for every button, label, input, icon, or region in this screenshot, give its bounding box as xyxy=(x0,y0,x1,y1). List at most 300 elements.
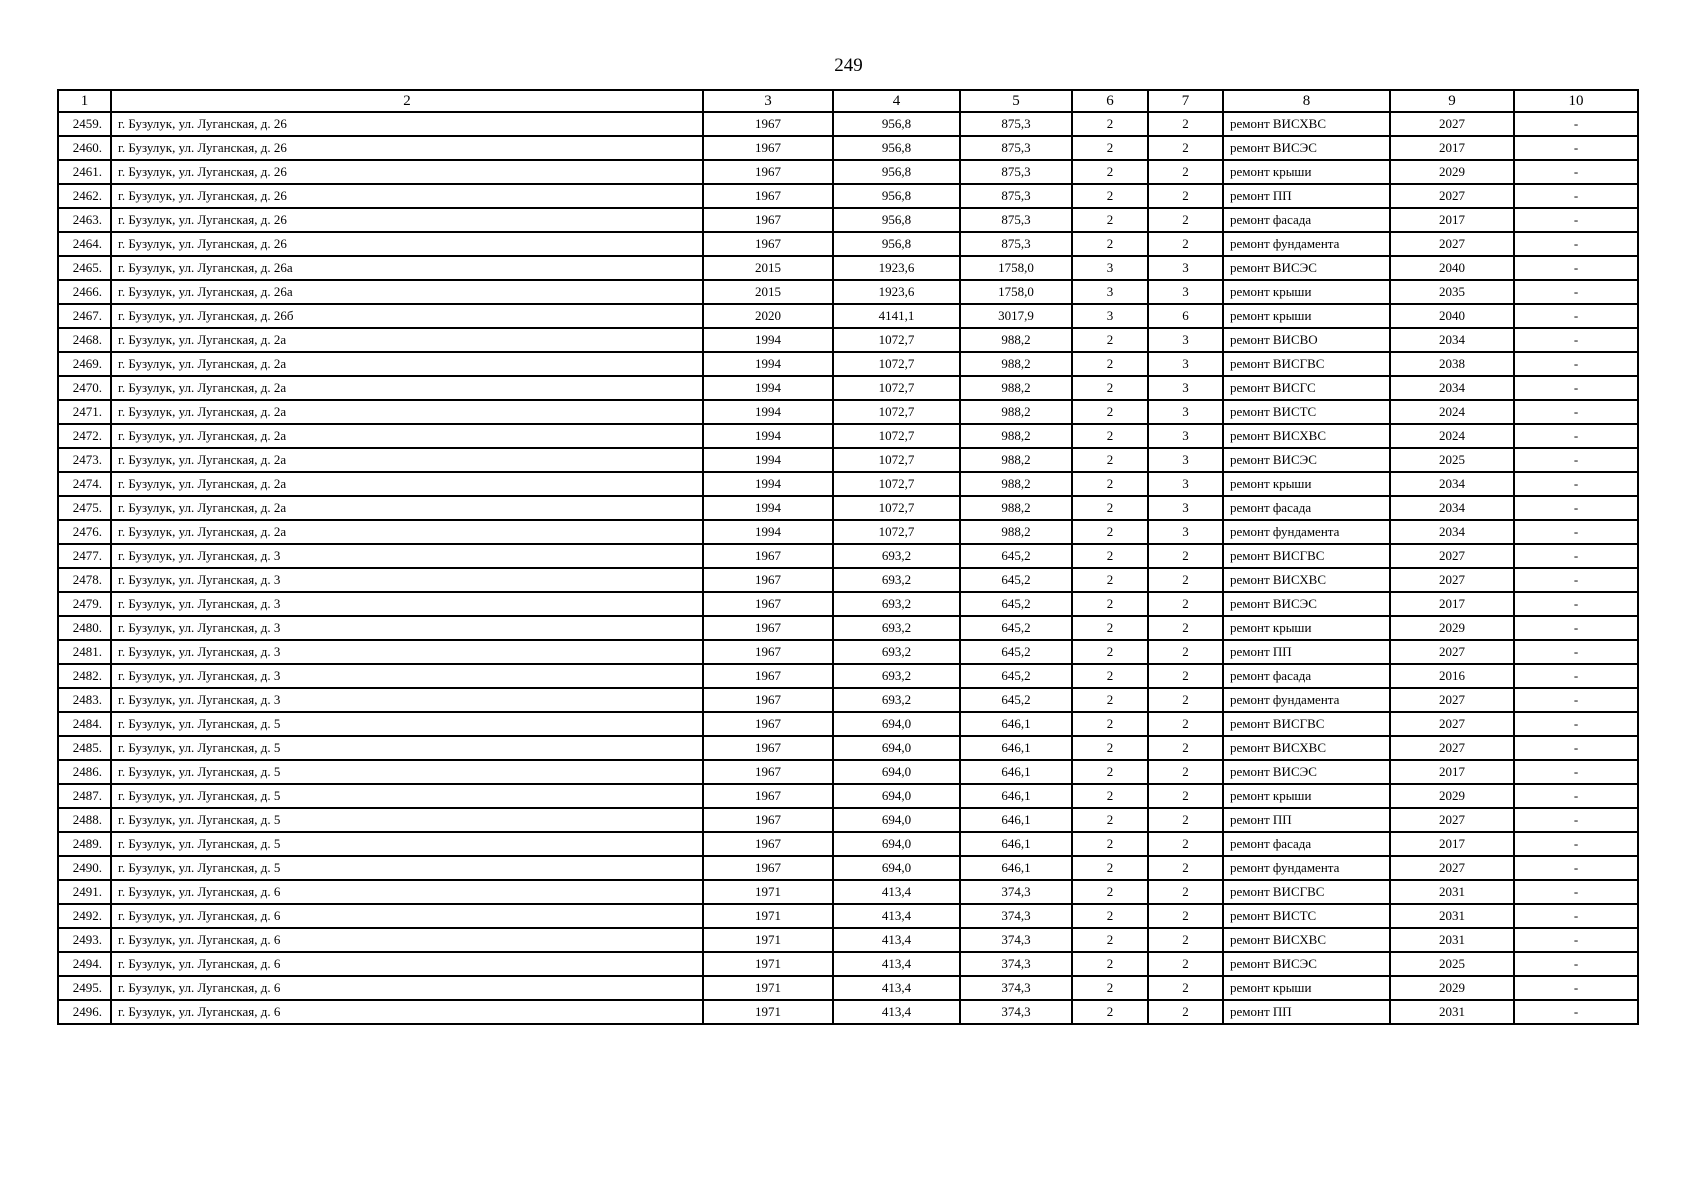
cell-plan-year: 2034 xyxy=(1390,328,1514,352)
cell-plan-year: 2031 xyxy=(1390,1000,1514,1024)
cell-address: г. Бузулук, ул. Луганская, д. 26 xyxy=(111,208,703,232)
cell-living-area: 988,2 xyxy=(960,520,1072,544)
cell-total-area: 956,8 xyxy=(833,232,960,256)
cell-build-year: 1994 xyxy=(703,472,833,496)
cell-build-year: 2020 xyxy=(703,304,833,328)
cell-floors: 2 xyxy=(1072,328,1148,352)
repair-schedule-table xyxy=(57,89,1639,1025)
cell-total-area: 413,4 xyxy=(833,880,960,904)
cell-floors: 2 xyxy=(1072,472,1148,496)
cell-floors: 2 xyxy=(1072,208,1148,232)
cell-build-year: 1994 xyxy=(703,448,833,472)
cell-living-area: 646,1 xyxy=(960,832,1072,856)
cell-address: г. Бузулук, ул. Луганская, д. 6 xyxy=(111,952,703,976)
cell-entrances: 3 xyxy=(1148,352,1223,376)
table-row xyxy=(58,688,1638,712)
cell-note: - xyxy=(1514,760,1638,784)
column-header-build-year: 3 xyxy=(703,90,833,112)
cell-entrances: 3 xyxy=(1148,256,1223,280)
cell-note: - xyxy=(1514,568,1638,592)
cell-note: - xyxy=(1514,208,1638,232)
table-row xyxy=(58,880,1638,904)
cell-living-area: 646,1 xyxy=(960,712,1072,736)
cell-work-type: ремонт крыши xyxy=(1223,472,1390,496)
cell-floors: 2 xyxy=(1072,976,1148,1000)
cell-plan-year: 2029 xyxy=(1390,976,1514,1000)
cell-build-year: 1967 xyxy=(703,736,833,760)
table-row xyxy=(58,280,1638,304)
cell-work-type: ремонт ВИСХВС xyxy=(1223,112,1390,136)
cell-plan-year: 2029 xyxy=(1390,616,1514,640)
cell-living-area: 875,3 xyxy=(960,232,1072,256)
cell-living-area: 645,2 xyxy=(960,568,1072,592)
table-row xyxy=(58,256,1638,280)
cell-build-year: 1967 xyxy=(703,832,833,856)
cell-entrances: 2 xyxy=(1148,1000,1223,1024)
cell-work-type: ремонт крыши xyxy=(1223,304,1390,328)
cell-total-area: 1923,6 xyxy=(833,256,960,280)
repair-schedule-table-wrap xyxy=(57,89,1637,1025)
cell-address: г. Бузулук, ул. Луганская, д. 26а xyxy=(111,256,703,280)
cell-living-area: 646,1 xyxy=(960,736,1072,760)
cell-floors: 2 xyxy=(1072,184,1148,208)
cell-total-area: 1072,7 xyxy=(833,376,960,400)
cell-note: - xyxy=(1514,688,1638,712)
cell-build-year: 1967 xyxy=(703,592,833,616)
cell-work-type: ремонт ПП xyxy=(1223,640,1390,664)
cell-living-area: 645,2 xyxy=(960,592,1072,616)
cell-build-year: 1971 xyxy=(703,1000,833,1024)
cell-note: - xyxy=(1514,184,1638,208)
cell-plan-year: 2027 xyxy=(1390,688,1514,712)
cell-build-year: 1967 xyxy=(703,808,833,832)
cell-work-type: ремонт ВИСГВС xyxy=(1223,712,1390,736)
cell-note: - xyxy=(1514,904,1638,928)
cell-plan-year: 2027 xyxy=(1390,568,1514,592)
cell-address: г. Бузулук, ул. Луганская, д. 6 xyxy=(111,976,703,1000)
cell-row-number: 2473. xyxy=(58,448,111,472)
cell-entrances: 3 xyxy=(1148,280,1223,304)
cell-work-type: ремонт ВИСГС xyxy=(1223,376,1390,400)
cell-plan-year: 2040 xyxy=(1390,304,1514,328)
cell-floors: 2 xyxy=(1072,424,1148,448)
cell-floors: 2 xyxy=(1072,688,1148,712)
cell-total-area: 694,0 xyxy=(833,736,960,760)
column-header-row-number: 1 xyxy=(58,90,111,112)
cell-note: - xyxy=(1514,616,1638,640)
cell-total-area: 693,2 xyxy=(833,568,960,592)
cell-work-type: ремонт фасада xyxy=(1223,832,1390,856)
cell-plan-year: 2025 xyxy=(1390,952,1514,976)
cell-living-area: 875,3 xyxy=(960,160,1072,184)
cell-address: г. Бузулук, ул. Луганская, д. 5 xyxy=(111,784,703,808)
table-row xyxy=(58,760,1638,784)
cell-total-area: 694,0 xyxy=(833,712,960,736)
cell-living-area: 988,2 xyxy=(960,376,1072,400)
cell-entrances: 2 xyxy=(1148,664,1223,688)
cell-address: г. Бузулук, ул. Луганская, д. 2а xyxy=(111,328,703,352)
cell-total-area: 693,2 xyxy=(833,616,960,640)
cell-floors: 2 xyxy=(1072,616,1148,640)
cell-total-area: 694,0 xyxy=(833,832,960,856)
cell-note: - xyxy=(1514,880,1638,904)
table-body xyxy=(58,112,1638,1024)
cell-plan-year: 2017 xyxy=(1390,832,1514,856)
cell-total-area: 694,0 xyxy=(833,808,960,832)
cell-row-number: 2478. xyxy=(58,568,111,592)
cell-row-number: 2496. xyxy=(58,1000,111,1024)
table-row xyxy=(58,496,1638,520)
cell-living-area: 374,3 xyxy=(960,976,1072,1000)
cell-entrances: 2 xyxy=(1148,688,1223,712)
cell-note: - xyxy=(1514,856,1638,880)
cell-row-number: 2471. xyxy=(58,400,111,424)
cell-living-area: 875,3 xyxy=(960,136,1072,160)
cell-entrances: 2 xyxy=(1148,904,1223,928)
cell-row-number: 2488. xyxy=(58,808,111,832)
cell-plan-year: 2034 xyxy=(1390,472,1514,496)
cell-work-type: ремонт фасада xyxy=(1223,208,1390,232)
cell-build-year: 1967 xyxy=(703,568,833,592)
cell-total-area: 1072,7 xyxy=(833,472,960,496)
cell-plan-year: 2017 xyxy=(1390,136,1514,160)
cell-total-area: 1923,6 xyxy=(833,280,960,304)
cell-living-area: 374,3 xyxy=(960,952,1072,976)
cell-build-year: 1967 xyxy=(703,856,833,880)
column-header-address: 2 xyxy=(111,90,703,112)
cell-floors: 3 xyxy=(1072,280,1148,304)
cell-build-year: 1967 xyxy=(703,184,833,208)
cell-living-area: 988,2 xyxy=(960,328,1072,352)
cell-build-year: 1967 xyxy=(703,640,833,664)
cell-plan-year: 2027 xyxy=(1390,736,1514,760)
cell-address: г. Бузулук, ул. Луганская, д. 3 xyxy=(111,664,703,688)
table-row xyxy=(58,616,1638,640)
cell-build-year: 1967 xyxy=(703,208,833,232)
cell-build-year: 1967 xyxy=(703,136,833,160)
cell-plan-year: 2029 xyxy=(1390,160,1514,184)
cell-build-year: 1967 xyxy=(703,688,833,712)
cell-floors: 2 xyxy=(1072,712,1148,736)
cell-note: - xyxy=(1514,976,1638,1000)
cell-floors: 2 xyxy=(1072,496,1148,520)
cell-address: г. Бузулук, ул. Луганская, д. 5 xyxy=(111,712,703,736)
cell-work-type: ремонт ВИСЭС xyxy=(1223,952,1390,976)
cell-row-number: 2461. xyxy=(58,160,111,184)
cell-work-type: ремонт ПП xyxy=(1223,1000,1390,1024)
cell-floors: 2 xyxy=(1072,736,1148,760)
cell-plan-year: 2034 xyxy=(1390,376,1514,400)
cell-plan-year: 2035 xyxy=(1390,280,1514,304)
cell-address: г. Бузулук, ул. Луганская, д. 5 xyxy=(111,808,703,832)
cell-work-type: ремонт ВИСЭС xyxy=(1223,448,1390,472)
table-row xyxy=(58,976,1638,1000)
cell-floors: 2 xyxy=(1072,232,1148,256)
cell-plan-year: 2027 xyxy=(1390,544,1514,568)
table-row xyxy=(58,520,1638,544)
cell-address: г. Бузулук, ул. Луганская, д. 6 xyxy=(111,928,703,952)
cell-build-year: 1967 xyxy=(703,160,833,184)
cell-plan-year: 2024 xyxy=(1390,424,1514,448)
cell-work-type: ремонт ВИСТС xyxy=(1223,904,1390,928)
table-row xyxy=(58,568,1638,592)
cell-entrances: 2 xyxy=(1148,712,1223,736)
cell-note: - xyxy=(1514,640,1638,664)
cell-work-type: ремонт ВИСВО xyxy=(1223,328,1390,352)
cell-row-number: 2486. xyxy=(58,760,111,784)
cell-work-type: ремонт крыши xyxy=(1223,784,1390,808)
cell-plan-year: 2038 xyxy=(1390,352,1514,376)
cell-total-area: 1072,7 xyxy=(833,424,960,448)
table-row xyxy=(58,136,1638,160)
cell-address: г. Бузулук, ул. Луганская, д. 26а xyxy=(111,280,703,304)
cell-work-type: ремонт ВИСХВС xyxy=(1223,568,1390,592)
cell-build-year: 1967 xyxy=(703,784,833,808)
cell-work-type: ремонт фундамента xyxy=(1223,856,1390,880)
cell-entrances: 3 xyxy=(1148,376,1223,400)
cell-build-year: 1994 xyxy=(703,328,833,352)
cell-address: г. Бузулук, ул. Луганская, д. 2а xyxy=(111,496,703,520)
cell-address: г. Бузулук, ул. Луганская, д. 3 xyxy=(111,592,703,616)
cell-floors: 2 xyxy=(1072,880,1148,904)
cell-plan-year: 2034 xyxy=(1390,496,1514,520)
table-row xyxy=(58,304,1638,328)
cell-note: - xyxy=(1514,472,1638,496)
cell-living-area: 646,1 xyxy=(960,760,1072,784)
cell-build-year: 1967 xyxy=(703,760,833,784)
cell-plan-year: 2027 xyxy=(1390,808,1514,832)
cell-work-type: ремонт ВИСХВС xyxy=(1223,424,1390,448)
cell-row-number: 2491. xyxy=(58,880,111,904)
cell-build-year: 1994 xyxy=(703,352,833,376)
cell-living-area: 374,3 xyxy=(960,1000,1072,1024)
cell-floors: 2 xyxy=(1072,160,1148,184)
cell-floors: 2 xyxy=(1072,928,1148,952)
cell-row-number: 2464. xyxy=(58,232,111,256)
cell-floors: 2 xyxy=(1072,952,1148,976)
column-header-floors: 6 xyxy=(1072,90,1148,112)
cell-work-type: ремонт фасада xyxy=(1223,664,1390,688)
cell-row-number: 2492. xyxy=(58,904,111,928)
table-row xyxy=(58,640,1638,664)
cell-build-year: 1967 xyxy=(703,544,833,568)
cell-plan-year: 2031 xyxy=(1390,904,1514,928)
cell-row-number: 2482. xyxy=(58,664,111,688)
cell-row-number: 2481. xyxy=(58,640,111,664)
cell-note: - xyxy=(1514,952,1638,976)
cell-floors: 2 xyxy=(1072,448,1148,472)
cell-note: - xyxy=(1514,448,1638,472)
cell-note: - xyxy=(1514,496,1638,520)
table-row xyxy=(58,904,1638,928)
cell-plan-year: 2024 xyxy=(1390,400,1514,424)
cell-address: г. Бузулук, ул. Луганская, д. 3 xyxy=(111,640,703,664)
cell-entrances: 2 xyxy=(1148,736,1223,760)
cell-build-year: 2015 xyxy=(703,256,833,280)
cell-total-area: 1072,7 xyxy=(833,448,960,472)
column-header-work-type: 8 xyxy=(1223,90,1390,112)
cell-build-year: 1994 xyxy=(703,424,833,448)
table-row xyxy=(58,112,1638,136)
cell-address: г. Бузулук, ул. Луганская, д. 3 xyxy=(111,544,703,568)
cell-total-area: 956,8 xyxy=(833,160,960,184)
cell-living-area: 875,3 xyxy=(960,184,1072,208)
cell-row-number: 2459. xyxy=(58,112,111,136)
cell-work-type: ремонт крыши xyxy=(1223,160,1390,184)
cell-entrances: 3 xyxy=(1148,520,1223,544)
cell-plan-year: 2031 xyxy=(1390,928,1514,952)
cell-entrances: 2 xyxy=(1148,640,1223,664)
cell-total-area: 694,0 xyxy=(833,856,960,880)
cell-address: г. Бузулук, ул. Луганская, д. 26 xyxy=(111,112,703,136)
cell-floors: 2 xyxy=(1072,760,1148,784)
cell-plan-year: 2017 xyxy=(1390,760,1514,784)
cell-plan-year: 2027 xyxy=(1390,712,1514,736)
cell-total-area: 694,0 xyxy=(833,760,960,784)
cell-floors: 2 xyxy=(1072,856,1148,880)
cell-address: г. Бузулук, ул. Луганская, д. 2а xyxy=(111,448,703,472)
cell-total-area: 413,4 xyxy=(833,904,960,928)
cell-living-area: 988,2 xyxy=(960,448,1072,472)
cell-address: г. Бузулук, ул. Луганская, д. 6 xyxy=(111,904,703,928)
cell-living-area: 988,2 xyxy=(960,352,1072,376)
cell-entrances: 3 xyxy=(1148,328,1223,352)
cell-entrances: 2 xyxy=(1148,952,1223,976)
cell-work-type: ремонт ВИСЭС xyxy=(1223,136,1390,160)
column-header-note: 10 xyxy=(1514,90,1638,112)
cell-row-number: 2472. xyxy=(58,424,111,448)
cell-address: г. Бузулук, ул. Луганская, д. 2а xyxy=(111,376,703,400)
cell-address: г. Бузулук, ул. Луганская, д. 2а xyxy=(111,400,703,424)
cell-entrances: 2 xyxy=(1148,568,1223,592)
table-row xyxy=(58,592,1638,616)
table-row xyxy=(58,928,1638,952)
cell-note: - xyxy=(1514,328,1638,352)
column-header-living-area: 5 xyxy=(960,90,1072,112)
table-header xyxy=(58,90,1638,112)
column-header-entrances: 7 xyxy=(1148,90,1223,112)
cell-entrances: 3 xyxy=(1148,496,1223,520)
cell-row-number: 2474. xyxy=(58,472,111,496)
table-row xyxy=(58,160,1638,184)
cell-note: - xyxy=(1514,928,1638,952)
cell-floors: 2 xyxy=(1072,784,1148,808)
cell-note: - xyxy=(1514,304,1638,328)
cell-living-area: 645,2 xyxy=(960,616,1072,640)
cell-total-area: 693,2 xyxy=(833,544,960,568)
table-row xyxy=(58,472,1638,496)
cell-living-area: 988,2 xyxy=(960,400,1072,424)
cell-entrances: 2 xyxy=(1148,544,1223,568)
cell-entrances: 2 xyxy=(1148,832,1223,856)
cell-build-year: 1994 xyxy=(703,400,833,424)
cell-living-area: 1758,0 xyxy=(960,280,1072,304)
cell-plan-year: 2040 xyxy=(1390,256,1514,280)
cell-total-area: 694,0 xyxy=(833,784,960,808)
cell-entrances: 2 xyxy=(1148,160,1223,184)
cell-entrances: 6 xyxy=(1148,304,1223,328)
column-header-total-area: 4 xyxy=(833,90,960,112)
cell-floors: 2 xyxy=(1072,904,1148,928)
cell-address: г. Бузулук, ул. Луганская, д. 6 xyxy=(111,1000,703,1024)
cell-work-type: ремонт крыши xyxy=(1223,976,1390,1000)
cell-living-area: 646,1 xyxy=(960,856,1072,880)
cell-note: - xyxy=(1514,808,1638,832)
cell-entrances: 3 xyxy=(1148,424,1223,448)
cell-build-year: 1967 xyxy=(703,112,833,136)
cell-address: г. Бузулук, ул. Луганская, д. 26 xyxy=(111,184,703,208)
cell-entrances: 2 xyxy=(1148,856,1223,880)
cell-build-year: 1971 xyxy=(703,952,833,976)
cell-row-number: 2487. xyxy=(58,784,111,808)
cell-work-type: ремонт ВИСХВС xyxy=(1223,736,1390,760)
table-row xyxy=(58,952,1638,976)
cell-total-area: 956,8 xyxy=(833,184,960,208)
cell-floors: 3 xyxy=(1072,256,1148,280)
cell-total-area: 1072,7 xyxy=(833,400,960,424)
cell-floors: 2 xyxy=(1072,352,1148,376)
table-row xyxy=(58,736,1638,760)
cell-entrances: 3 xyxy=(1148,448,1223,472)
table-row xyxy=(58,784,1638,808)
table-row xyxy=(58,832,1638,856)
cell-row-number: 2494. xyxy=(58,952,111,976)
cell-living-area: 646,1 xyxy=(960,784,1072,808)
cell-row-number: 2489. xyxy=(58,832,111,856)
cell-address: г. Бузулук, ул. Луганская, д. 26 xyxy=(111,160,703,184)
cell-row-number: 2470. xyxy=(58,376,111,400)
cell-living-area: 3017,9 xyxy=(960,304,1072,328)
cell-row-number: 2463. xyxy=(58,208,111,232)
cell-total-area: 693,2 xyxy=(833,592,960,616)
table-row xyxy=(58,352,1638,376)
cell-entrances: 3 xyxy=(1148,472,1223,496)
cell-floors: 2 xyxy=(1072,376,1148,400)
cell-work-type: ремонт крыши xyxy=(1223,280,1390,304)
cell-note: - xyxy=(1514,544,1638,568)
cell-note: - xyxy=(1514,712,1638,736)
cell-floors: 2 xyxy=(1072,832,1148,856)
cell-build-year: 1971 xyxy=(703,976,833,1000)
table-row xyxy=(58,664,1638,688)
cell-entrances: 2 xyxy=(1148,184,1223,208)
cell-total-area: 413,4 xyxy=(833,1000,960,1024)
table-row xyxy=(58,208,1638,232)
cell-note: - xyxy=(1514,832,1638,856)
cell-note: - xyxy=(1514,784,1638,808)
cell-address: г. Бузулук, ул. Луганская, д. 6 xyxy=(111,880,703,904)
cell-plan-year: 2017 xyxy=(1390,208,1514,232)
cell-row-number: 2462. xyxy=(58,184,111,208)
cell-address: г. Бузулук, ул. Луганская, д. 5 xyxy=(111,760,703,784)
cell-plan-year: 2027 xyxy=(1390,232,1514,256)
cell-floors: 2 xyxy=(1072,136,1148,160)
cell-living-area: 1758,0 xyxy=(960,256,1072,280)
cell-plan-year: 2027 xyxy=(1390,640,1514,664)
cell-build-year: 1994 xyxy=(703,376,833,400)
cell-row-number: 2475. xyxy=(58,496,111,520)
cell-row-number: 2483. xyxy=(58,688,111,712)
cell-row-number: 2480. xyxy=(58,616,111,640)
cell-note: - xyxy=(1514,280,1638,304)
cell-row-number: 2477. xyxy=(58,544,111,568)
cell-living-area: 646,1 xyxy=(960,808,1072,832)
cell-address: г. Бузулук, ул. Луганская, д. 2а xyxy=(111,424,703,448)
cell-note: - xyxy=(1514,232,1638,256)
cell-note: - xyxy=(1514,400,1638,424)
cell-entrances: 2 xyxy=(1148,136,1223,160)
cell-address: г. Бузулук, ул. Луганская, д. 2а xyxy=(111,472,703,496)
